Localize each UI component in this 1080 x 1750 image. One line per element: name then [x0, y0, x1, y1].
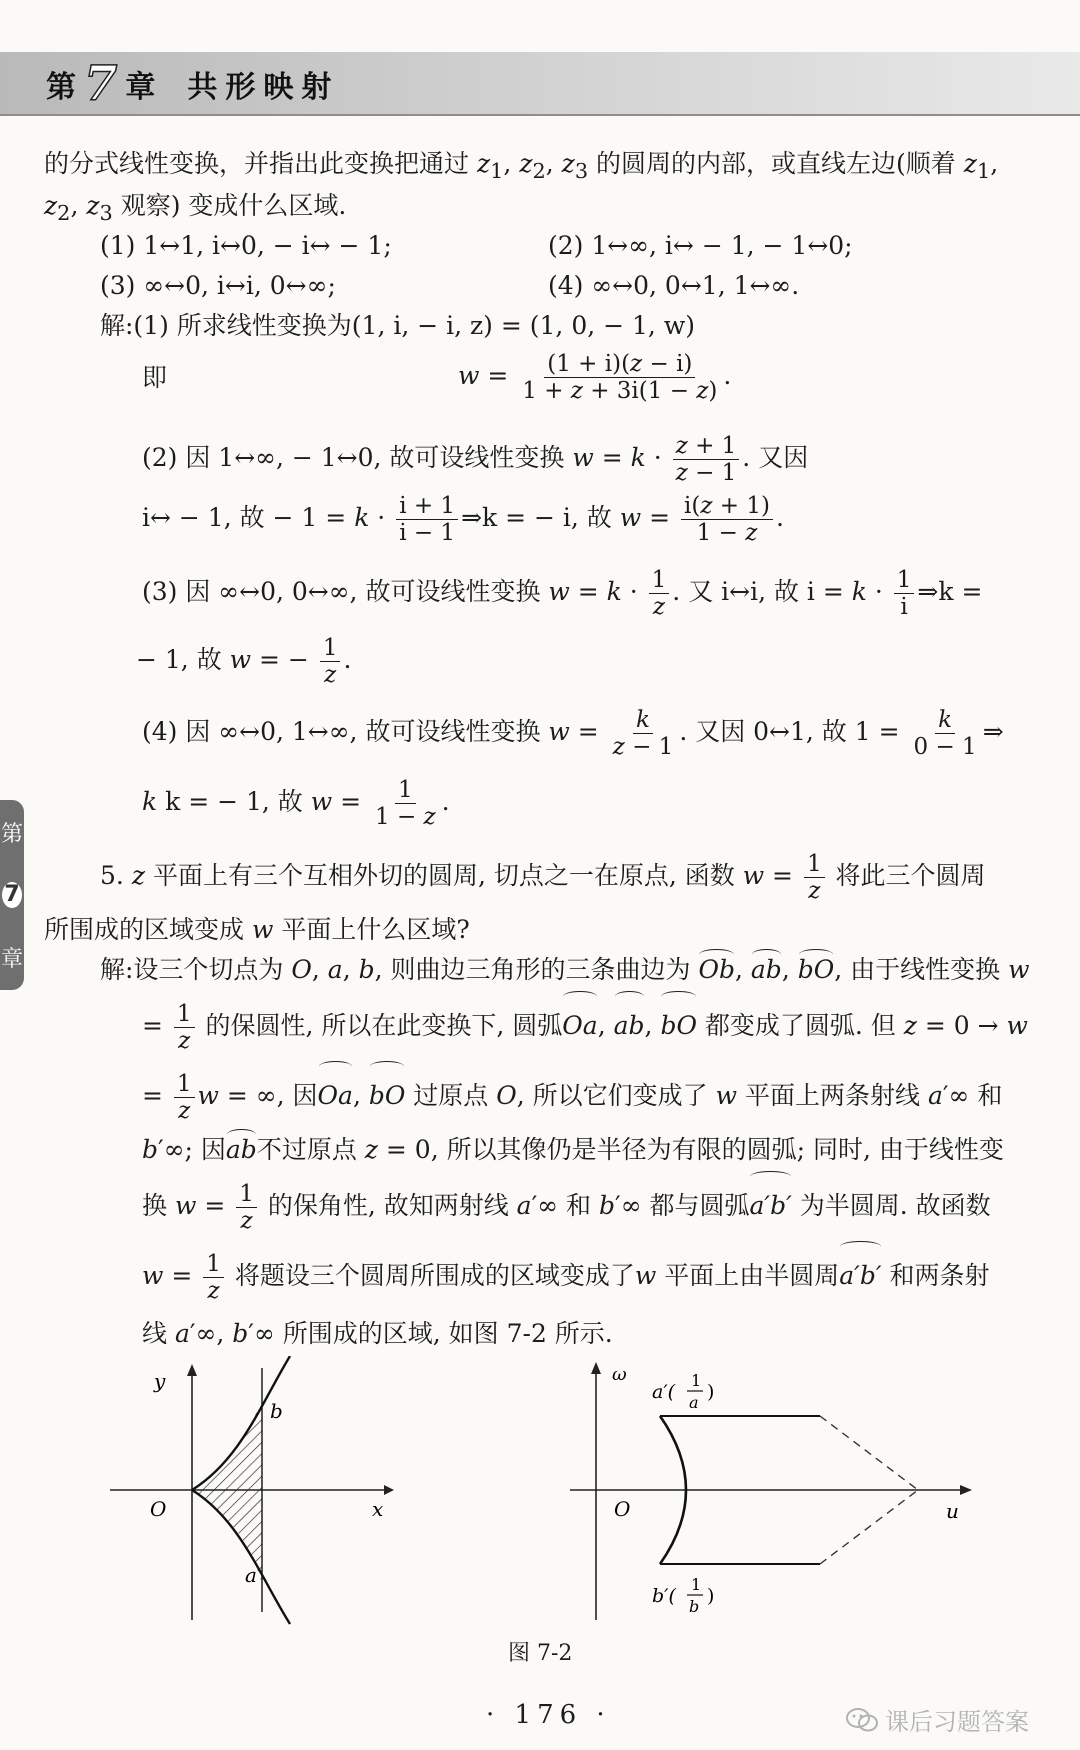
text-line: (3) 因 ∞↔0, 0↔∞, 故可设线性变换 w = k · $\frac{1}{z}$ . 又 i↔i, 故 i = k · $\frac{1}{i}$ ⇒k = — [142, 567, 983, 620]
text-line: 所围成的区域变成 w 平面上什么区域? — [44, 915, 470, 944]
y-label: y — [154, 1369, 166, 1393]
equation: w = $\frac{(1 + i)(z - i)}{1 + z + 3i(1 - z)}$ . — [458, 351, 732, 404]
dashed-lower — [820, 1490, 918, 1564]
text-line: k k = − 1, 故 w = $\frac{1}{1 - z}$ . — [142, 777, 450, 830]
solution-5: 解:设三个切点为 O, a, b, 则曲边三角形的三条曲边为 Ob, ab, bO, 由于线性变换 w — [100, 955, 1030, 984]
x-label: x — [372, 1497, 384, 1521]
w-label: ω — [612, 1364, 627, 1385]
chapter-suffix: 章 — [125, 70, 158, 105]
watermark — [845, 1702, 1029, 1737]
text-line: − 1, 故 w = − $\frac{1}{z}$ . — [136, 635, 352, 688]
u-label: u — [946, 1499, 959, 1523]
point-b: b — [270, 1399, 283, 1423]
paren-b: ) — [707, 1585, 715, 1607]
text-line: $z_2$, $z_3$ 观察) 变成什么区域. — [44, 191, 347, 225]
text-line: 换 w = $\frac{1}{z}$ 的保角性, 故知两射线 a′∞ 和 b′∞ 都与圆弧a′b′ 为半圆周. 故函数 — [142, 1176, 991, 1236]
case-4: (4) ∞↔0, 0↔1, 1↔∞. — [548, 271, 800, 300]
page-number: · 176 · — [486, 1700, 611, 1730]
label-b-prime: b′( — [652, 1585, 676, 1607]
text-line: b′∞; 因ab不过原点 z = 0, 所以其像仍是半径为有限的圆弧; 同时, 由于线性变 — [142, 1135, 1004, 1164]
chapter-title — [46, 58, 339, 110]
text-line: 线 a′∞, b′∞ 所围成的区域, 如图 7-2 所示. — [142, 1319, 613, 1348]
text-line: w = $\frac{1}{z}$ 将题设三个圆周所围成的区域变成了w 平面上由半圆周a′b′ 和两条射 — [142, 1246, 989, 1306]
text-line: 的分式线性变换，并指出此变换把通过 $z_1$, $z_2$, $z_3$ 的圆周的内部，或直线左边(顺着 $z_1$, — [44, 149, 999, 183]
text-line: 即 — [142, 363, 168, 392]
chapter-name: 共形映射 — [187, 70, 340, 105]
dashed-upper — [820, 1416, 918, 1490]
watermark-text: 课后习题答案 — [885, 1708, 1029, 1736]
wechat-icon — [845, 1707, 879, 1733]
frac-b-top: 1 — [691, 1575, 702, 1594]
text-line: (2) 因 1↔∞, − 1↔0, 故可设线性变换 w = k · $\frac{z + 1}{z - 1}$ . 又因 — [142, 433, 809, 486]
figure-w-plane — [560, 1356, 980, 1626]
problem-5: 5. z 平面上有三个互相外切的圆周, 切点之一在原点, 函数 w = $\frac{1}{z}$ 将此三个圆周 — [100, 851, 986, 904]
case-1: (1) 1↔1, i↔0, − i↔ − 1; — [100, 231, 392, 260]
side-tab-top: 第 — [0, 822, 23, 847]
frac-a-bot: a — [689, 1393, 699, 1412]
frac-b-bot: b — [689, 1597, 700, 1616]
origin-label-w: O — [614, 1497, 631, 1521]
label-a-prime: a′( — [652, 1381, 676, 1403]
chapter-number: 7 — [84, 56, 120, 112]
text-line: = $\frac{1}{z}$ 的保圆性, 所以在此变换下, 圆弧Oa, ab, bO 都变成了圆弧. 但 z = 0 → w — [142, 996, 1028, 1056]
text-line: i↔ − 1, 故 − 1 = k · $\frac{i + 1}{i - 1}$ ⇒k = − i, 故 w = $\frac{i(z + 1)}{1 - z}$ . — [142, 493, 784, 546]
point-a: a — [245, 1563, 257, 1587]
side-tab-bottom: 章 — [0, 947, 23, 972]
frac-a-top: 1 — [691, 1371, 702, 1390]
figure-z-plane — [110, 1356, 410, 1626]
origin-label: O — [150, 1497, 167, 1521]
case-3: (3) ∞↔0, i↔i, 0↔∞; — [100, 271, 336, 300]
paren-a: ) — [707, 1381, 715, 1403]
side-tab-number: 7 — [2, 882, 22, 908]
chapter-side-tab — [0, 800, 24, 990]
figure-caption: 图 7-2 — [508, 1641, 573, 1666]
case-2: (2) 1↔∞, i↔ − 1, − 1↔0; — [548, 231, 853, 260]
text-line: = $\frac{1}{z}$ w = ∞, 因Oa, bO 过原点 O, 所以它们变成了 w 平面上两条射线 a′∞ 和 — [142, 1066, 1002, 1126]
text-line: (4) 因 ∞↔0, 1↔∞, 故可设线性变换 w = $\frac{k}{z - 1}$ . 又因 0↔1, 故 1 = $\frac{k}{0 - 1}$ ⇒ — [142, 707, 1004, 760]
solution-1: 解:(1) 所求线性变换为(1, i, − i, z) = (1, 0, − 1, w) — [100, 311, 695, 340]
chapter-prefix: 第 — [46, 70, 78, 105]
